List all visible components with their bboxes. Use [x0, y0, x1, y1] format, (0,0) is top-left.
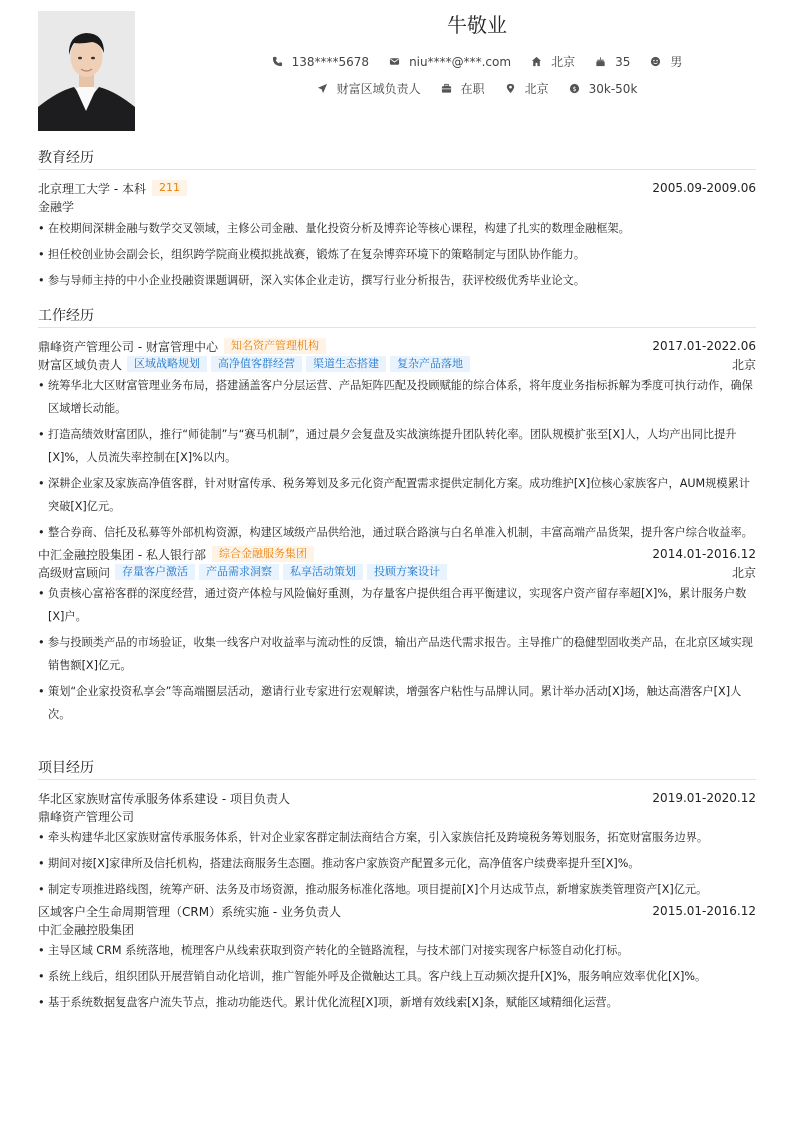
job-status-text: 在职 — [460, 82, 485, 96]
bullet-list — [38, 826, 756, 901]
target-city-text: 北京 — [524, 82, 549, 96]
cake-icon — [595, 56, 606, 67]
company-name: 鼎峰资产管理公司 - 财富管理中心 — [38, 339, 218, 354]
svg-text:$: $ — [572, 84, 577, 93]
location-text: 北京 — [551, 55, 576, 69]
list-item: • 统筹华北大区财富管理业务布局，搭建涵盖客户分层运营、产品矩阵匹配及投顾赋能的综合体系，将年度业务指标拆解为季度可执行动作，确保区域增长动能。 — [38, 374, 756, 420]
smile-icon — [650, 56, 661, 67]
list-item: • 整合券商、信托及私募等外部机构资源，构建区域级产品供给池，通过联合路演与白名单准入机制，丰富高端产品货架，提升客户综合收益率。 — [38, 521, 756, 544]
work-entry — [38, 545, 756, 726]
project-org: 鼎峰资产管理公司 — [38, 809, 135, 824]
company-tag: 知名资产管理机构 — [224, 338, 326, 354]
entry-sub — [38, 197, 756, 215]
job-intent-row — [160, 80, 794, 97]
project-name: 区域客户全生命周期管理（CRM）系统实施 - 业务负责人 — [38, 904, 342, 919]
salary-text: 30k-50k — [588, 81, 638, 96]
location-info — [531, 53, 575, 70]
target-position-info — [317, 80, 421, 97]
list-item: • 参与投顾类产品的市场验证，收集一线客户对收益率与流动性的反馈，输出产品迭代需求报告。主导推广的稳健型固收类产品，在北京区域实现销售额[X]亿元。 — [38, 631, 756, 677]
section-title: 项目经历 — [38, 760, 756, 780]
skill-tag: 存量客户激活 — [115, 564, 195, 580]
portrait-image — [38, 11, 135, 131]
target-position-text: 财富区域负责人 — [336, 82, 421, 96]
entry-sub — [38, 807, 756, 825]
entry-head — [38, 902, 756, 920]
entry-sub — [38, 563, 756, 581]
school-name: 北京理工大学 - 本科 — [38, 181, 146, 196]
age-info — [595, 55, 630, 69]
work-entry — [38, 337, 756, 544]
target-city-info — [505, 80, 549, 97]
skill-tag: 产品需求洞察 — [199, 564, 279, 580]
phone-icon — [272, 56, 283, 67]
skill-tag: 高净值客群经营 — [211, 356, 302, 372]
entry-date: 2005.09-2009.06 — [652, 181, 756, 195]
candidate-name: 牛敬业 — [447, 13, 507, 37]
entry-date: 2014.01-2016.12 — [652, 547, 756, 561]
skill-tag: 私享活动策划 — [283, 564, 363, 580]
skill-tag: 区域战略规划 — [127, 356, 207, 372]
home-icon — [531, 56, 542, 67]
email-icon — [389, 56, 400, 67]
entry-head — [38, 545, 756, 563]
entry-sub — [38, 355, 756, 373]
skill-tag: 复杂产品落地 — [390, 356, 470, 372]
skill-tag: 渠道生态搭建 — [306, 356, 386, 372]
list-item: • 在校期间深耕金融与数学交叉领域，主修公司金融、量化投资分析及博弈论等核心课程，构建了扎实的数理金融框架。 — [38, 217, 756, 240]
list-item: • 制定专项推进路线图，统筹产研、法务及市场资源，推动服务标准化落地。项目提前[X]个月达成节点，新增家族类管理资产[X]亿元。 — [38, 878, 756, 901]
entry-head — [38, 179, 756, 197]
projects-section — [38, 760, 756, 1017]
age-text: 35 — [615, 54, 631, 69]
list-item: • 参与导师主持的中小企业投融资课题调研，深入实体企业走访，撰写行业分析报告，获评校级优秀毕业论文。 — [38, 269, 756, 292]
list-item: • 主导区域 CRM 系统落地，梳理客户从线索获取到资产转化的全链路流程，与技术部门对接实现客户标签自动化打标。 — [38, 939, 756, 962]
list-item: • 负责核心富裕客群的深度经营，通过资产体检与风险偏好重测，为存量客户提供组合再平衡建议，实现客户资产留存率超[X]%，累计服务户数[X]户。 — [38, 582, 756, 628]
briefcase-icon — [441, 83, 452, 94]
gender-info — [650, 53, 682, 70]
project-name: 华北区家族财富传承服务体系建设 - 项目负责人 — [38, 791, 290, 806]
gender-text: 男 — [670, 55, 683, 69]
entry-head — [38, 789, 756, 807]
project-entry — [38, 902, 756, 1014]
email-text: niu****@***.com — [409, 54, 512, 69]
phone-text: 138****5678 — [291, 54, 370, 69]
work-city: 北京 — [731, 357, 756, 372]
school-tag: 211 — [152, 180, 187, 196]
major-name: 金融学 — [38, 199, 75, 214]
entry-date: 2017.01-2022.06 — [652, 339, 756, 353]
list-item: • 担任校创业协会副会长，组织跨学院商业模拟挑战赛，锻炼了在复杂博弈环境下的策略制定与团队协作能力。 — [38, 243, 756, 266]
entry-date: 2015.01-2016.12 — [652, 904, 756, 918]
list-item: • 策划“企业家投资私享会”等高端圈层活动，邀请行业专家进行宏观解读，增强客户粘性与品牌认同。累计举办活动[X]场，触达高潜客户[X]人次。 — [38, 680, 756, 726]
bullet-list — [38, 217, 756, 292]
contact-info-row — [160, 53, 794, 70]
education-entry — [38, 179, 756, 292]
list-item: • 期间对接[X]家律所及信托机构，搭建法商服务生态圈。推动客户家族资产配置多元化，高净值客户续费率提升至[X]%。 — [38, 852, 756, 875]
phone-info — [272, 55, 369, 69]
company-tag: 综合金融服务集团 — [212, 546, 314, 562]
bullet-list — [38, 374, 756, 544]
bullet-list — [38, 939, 756, 1014]
skill-tag: 投顾方案设计 — [367, 564, 447, 580]
email-info — [389, 55, 511, 69]
send-icon — [317, 83, 328, 94]
entry-date: 2019.01-2020.12 — [652, 791, 756, 805]
salary-info — [569, 82, 638, 96]
list-item: • 牵头构建华北区家族财富传承服务体系，针对企业家客群定制法商结合方案，引入家族信托及跨境税务筹划服务，拓宽财富服务边界。 — [38, 826, 756, 849]
list-item: • 基于系统数据复盘客户流失节点，推动功能迭代。累计优化流程[X]项，新增有效线索[X]条，赋能区域精细化运营。 — [38, 991, 756, 1014]
section-title: 工作经历 — [38, 308, 756, 328]
job-status-info — [441, 80, 485, 97]
position-name: 高级财富顾问 — [38, 565, 111, 580]
position-name: 财富区域负责人 — [38, 357, 123, 372]
work-section — [38, 308, 756, 729]
coin-icon — [569, 83, 580, 94]
section-title: 教育经历 — [38, 150, 756, 170]
profile-photo — [38, 11, 135, 131]
education-section — [38, 150, 756, 295]
list-item: • 系统上线后，组织团队开展营销自动化培训，推广智能外呼及企微触达工具。客户线上互动频次提升[X]%，服务响应效率优化[X]%。 — [38, 965, 756, 988]
company-name: 中汇金融控股集团 - 私人银行部 — [38, 547, 206, 562]
project-org: 中汇金融控股集团 — [38, 922, 135, 937]
project-entry — [38, 789, 756, 901]
map-pin-icon — [505, 83, 516, 94]
list-item: • 深耕企业家及家族高净值客群，针对财富传承、税务筹划及多元化资产配置需求提供定制化方案。成功维护[X]位核心家族客户，AUM规模累计突破[X]亿元。 — [38, 472, 756, 518]
bullet-list — [38, 582, 756, 726]
list-item: • 打造高绩效财富团队，推行“师徒制”与“赛马机制”，通过晨夕会复盘及实战演练提升团队转化率。团队规模扩张至[X]人，人均产出同比提升[X]%，人员流失率控制在[X]%以内。 — [38, 423, 756, 469]
entry-sub — [38, 920, 756, 938]
work-city: 北京 — [731, 565, 756, 580]
entry-head — [38, 337, 756, 355]
